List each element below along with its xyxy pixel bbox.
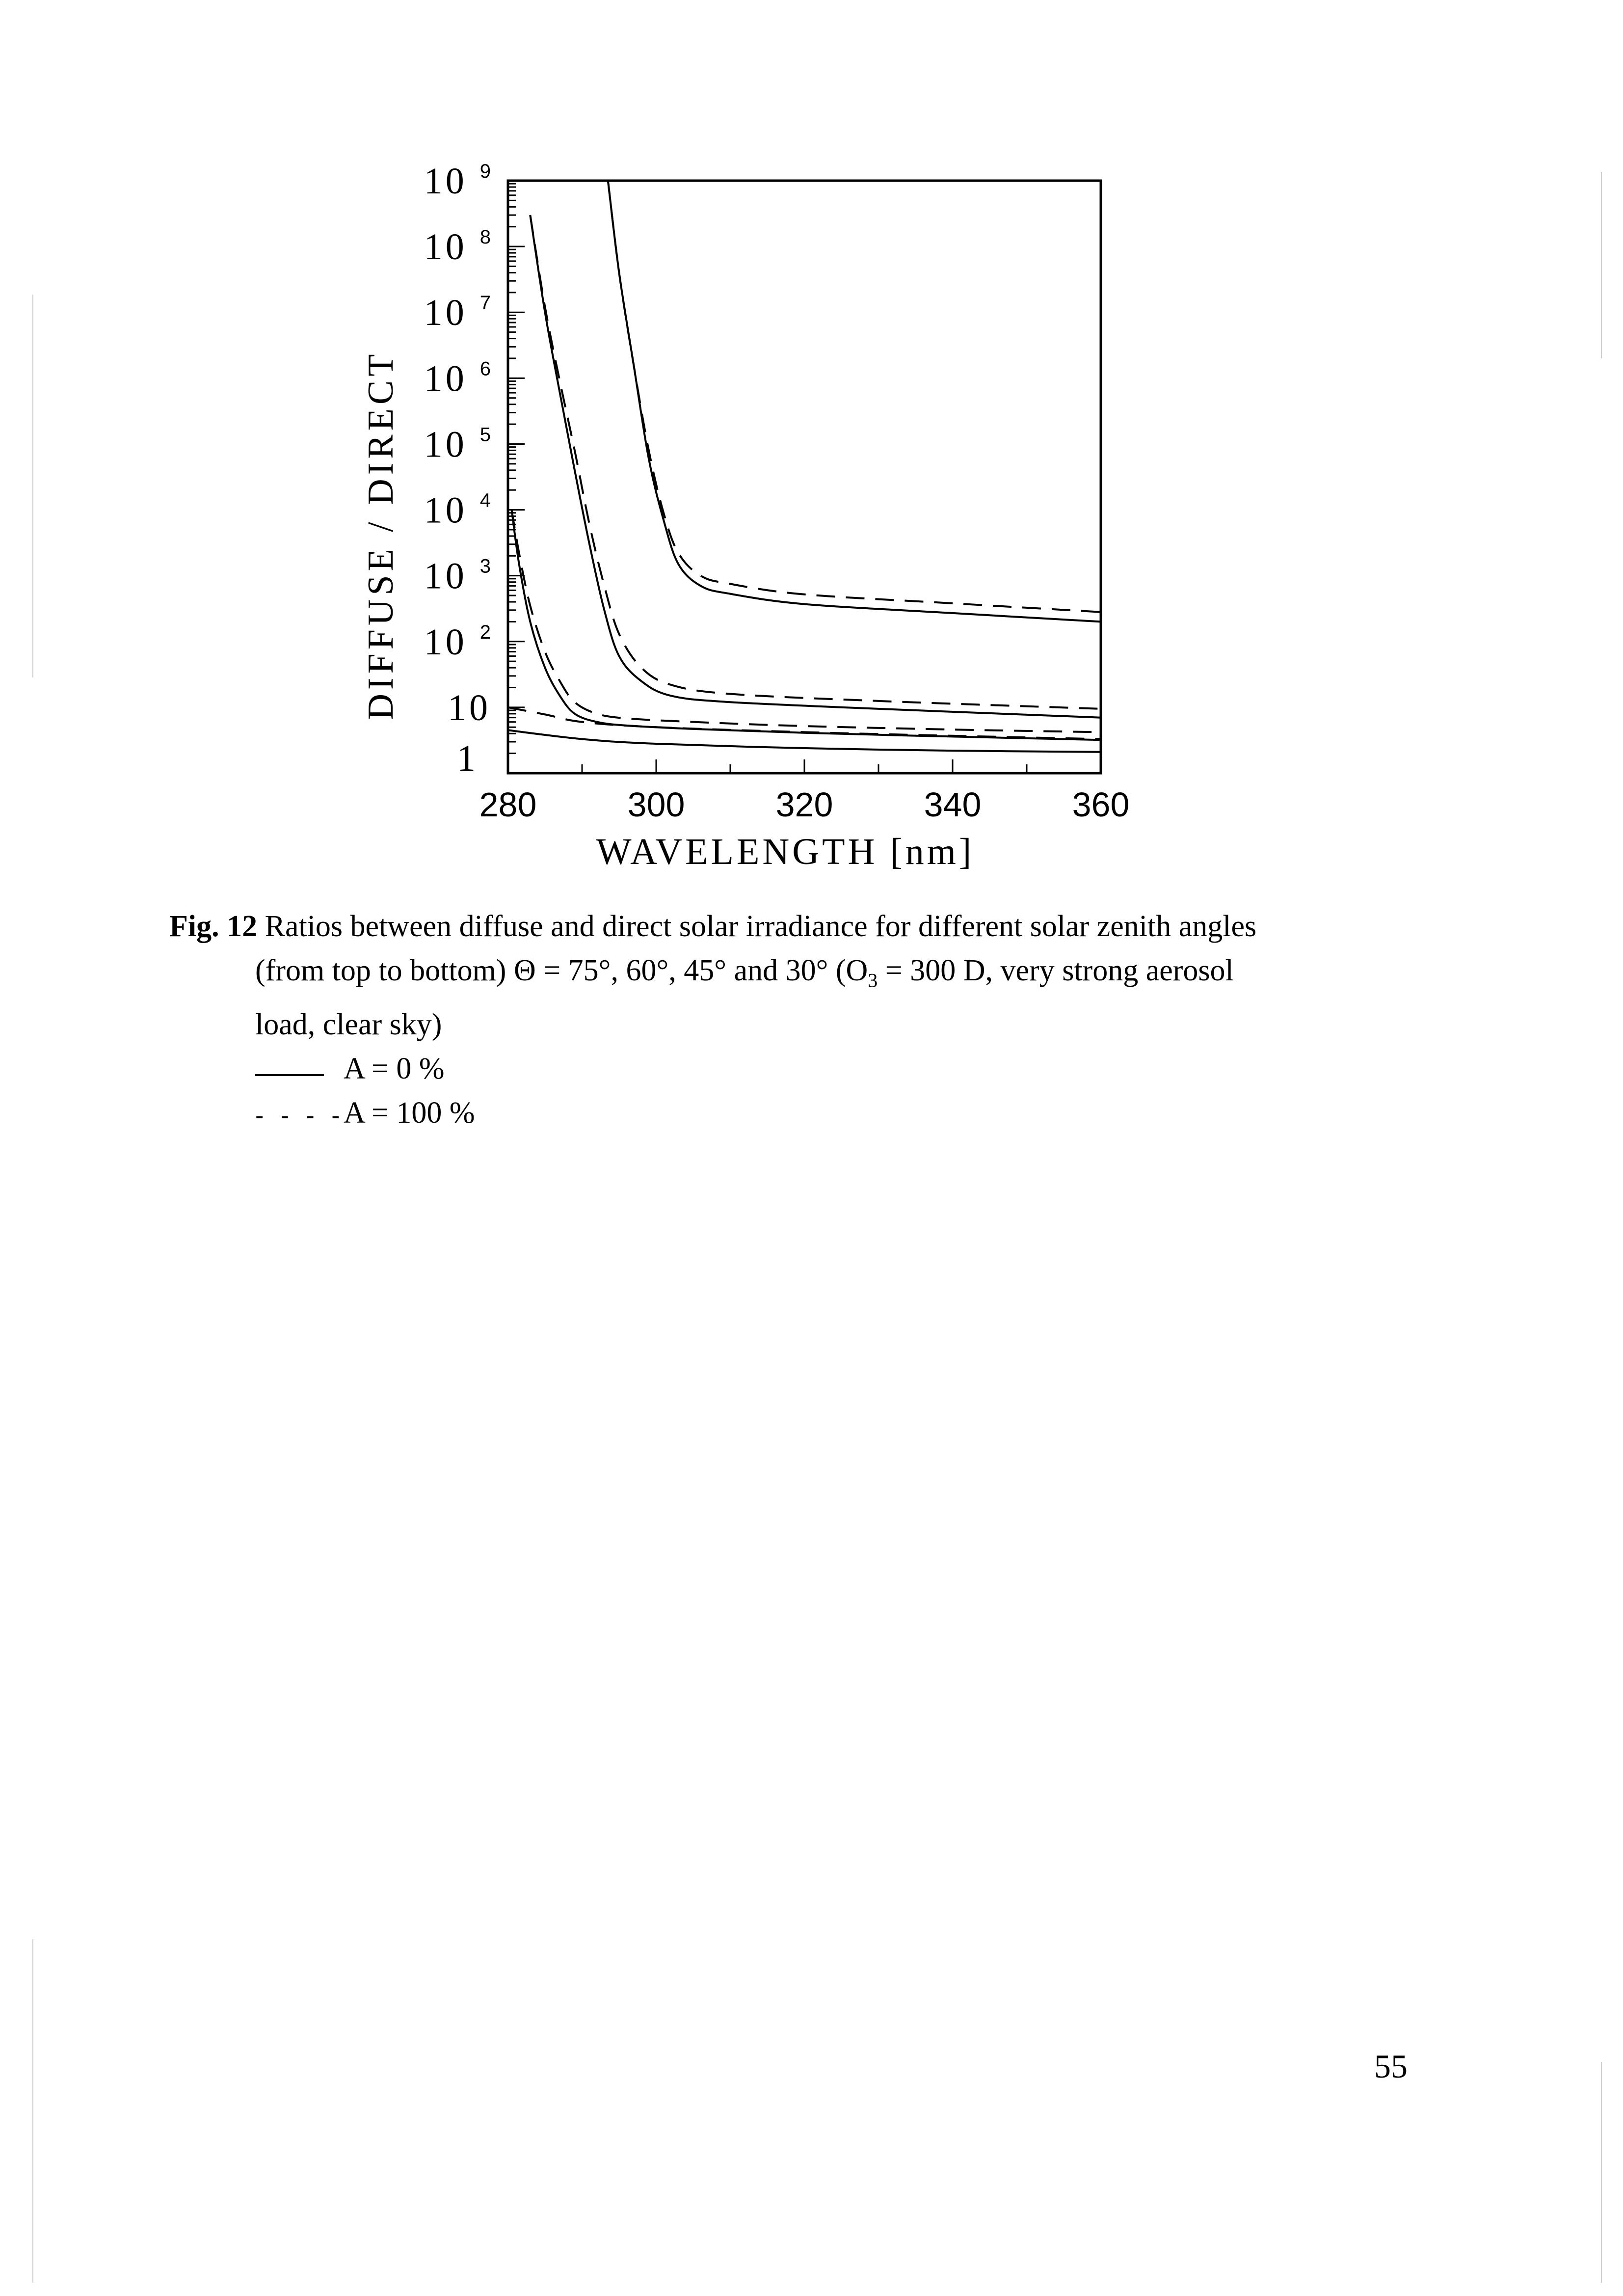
y-tick-label: 10 $^4$ (424, 489, 491, 531)
x-axis-label: WAVELENGTH [nm] (596, 831, 975, 872)
series-group (508, 181, 1101, 752)
figure-label: Fig. 12 (169, 910, 258, 943)
y-tick-label: 10 $^6$ (424, 358, 491, 400)
legend-dashed-text: A = 100 % (344, 1096, 475, 1130)
scan-edge-mark (1601, 2062, 1602, 2283)
x-tick-label: 320 (775, 785, 833, 824)
x-tick-label: 360 (1072, 785, 1130, 824)
plot-area (508, 181, 1101, 773)
legend-dashed (169, 1091, 1426, 1135)
dashed-curve-5 (512, 510, 1101, 732)
page-number: 55 (1374, 2048, 1408, 2085)
y-tick-label: 10 $^3$ (424, 555, 491, 597)
caption-line-1: Ratios between diffuse and direct solar irradiance for different solar zenith angles (257, 910, 1257, 943)
y-tick-label: 10 $^8$ (424, 226, 491, 268)
y-axis-label: DIFFUSE / DIRECT (361, 350, 401, 720)
y-tick-label: 10 $^5$ (424, 424, 491, 465)
x-tick-label: 300 (627, 785, 685, 824)
scan-edge-mark (32, 295, 33, 677)
y-tick-label: 10 $^9$ (424, 161, 491, 202)
plot-frame (508, 181, 1101, 773)
scan-edge-mark (32, 1939, 33, 2283)
dashed-line-symbol: - - - - (255, 1102, 345, 1131)
dashed-curve-3 (530, 215, 1101, 709)
scan-edge-mark (1601, 172, 1602, 358)
y-tick-label: 10 $^7$ (424, 292, 491, 334)
dashed-curve-1 (608, 181, 1101, 612)
legend-solid-text: A = 0 % (344, 1052, 445, 1086)
y-tick-label: 1 (457, 738, 479, 779)
x-tick-labels (479, 785, 1130, 824)
y-tick-label: 10 (448, 687, 491, 729)
solid-curve-2 (530, 215, 1101, 718)
x-minor-ticks (582, 759, 1027, 773)
y-minor-ticks (508, 184, 525, 773)
x-tick-label: 340 (924, 785, 982, 824)
legend-solid (169, 1047, 1426, 1091)
caption-line-3: load, clear sky) (255, 1008, 442, 1042)
dashed-curve-7 (508, 707, 1101, 739)
y-tick-label: 10 $^2$ (424, 621, 491, 663)
caption-line-2: (from top to bottom) Θ = 75°, 60°, 45° and 30° ($O_3 = 300$ D, very strong aerosol (255, 954, 1234, 992)
x-tick-label: 280 (479, 785, 537, 824)
solid-curve-0 (608, 181, 1101, 621)
y-tick-labels (424, 161, 491, 779)
solid-line-symbol (255, 1054, 324, 1076)
figure-caption (169, 904, 1426, 1135)
